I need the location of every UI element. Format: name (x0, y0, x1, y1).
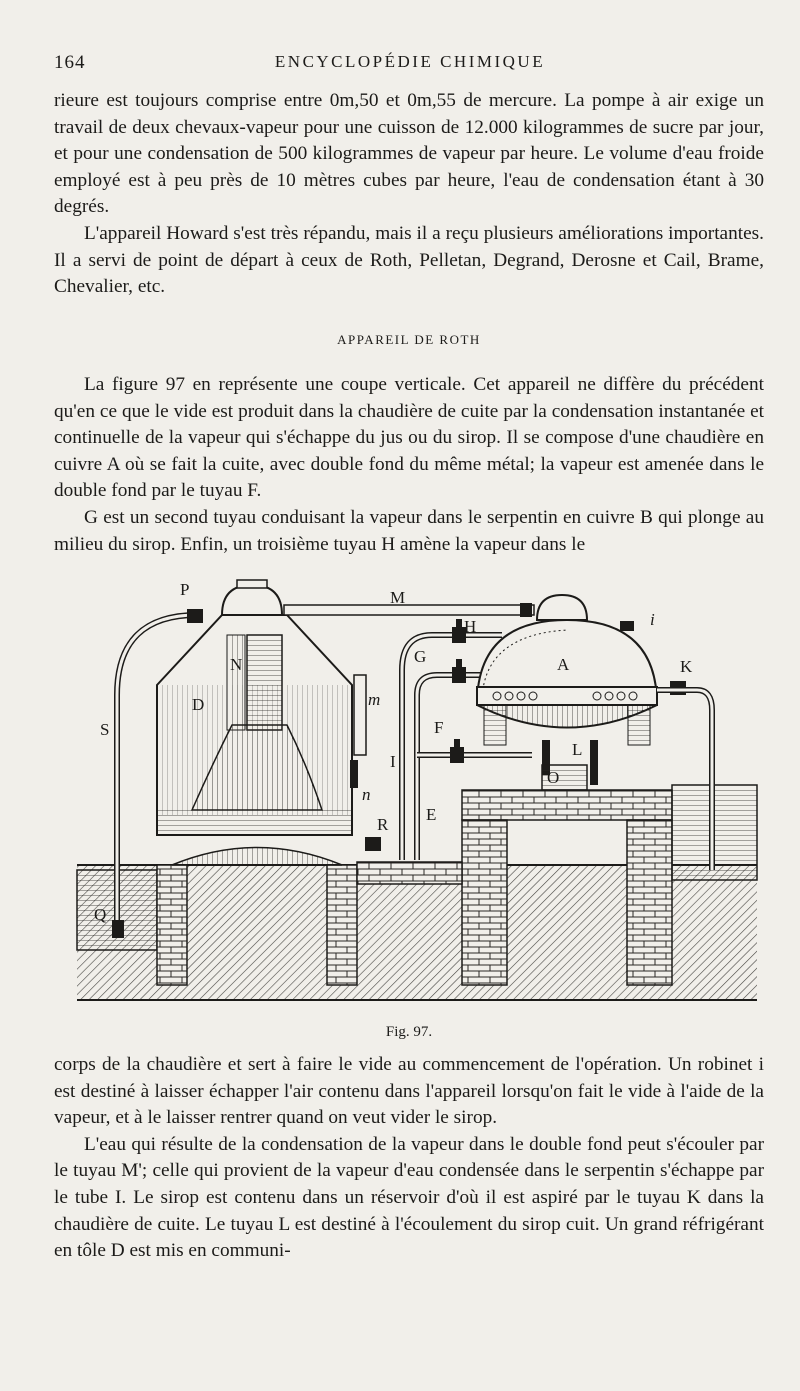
figure-label-n-upper: N (230, 655, 243, 674)
figure-label-i: i (650, 610, 655, 629)
paragraph: L'appareil Howard s'est très répandu, mais il a reçu plusieurs améliorations importantes. Il a servi de point de départ à ceux de Roth, Pelletan, Degrand, Derosne et Cail, Brame, Chevalier, etc. (54, 222, 764, 298)
running-title: ENCYCLOPÉDIE CHIMIQUE (274, 52, 546, 71)
text-block-top (54, 88, 764, 301)
figure-label-s: S (100, 720, 110, 739)
figure-label-p: P (180, 580, 190, 599)
figure-label-a: A (557, 655, 570, 674)
page-number: 164 (54, 52, 86, 73)
paragraph: corps de la chaudière et sert à faire le vide au commencement de l'opération. Un robinet i est destiné à laisser échapper l'air contenu dans l'appareil lorsqu'on fait le vide à l'aide de la vapeur, et à le laisser rentrer quand on veut vider le sirop. (54, 1054, 764, 1129)
figure-label-h: H (464, 617, 477, 636)
apparatus-engraving (72, 575, 762, 1005)
text-block-middle (54, 372, 764, 558)
figure-label-d: D (192, 695, 205, 714)
section-heading: APPAREIL DE ROTH (337, 332, 481, 347)
figure-caption: Fig. 97. (385, 1024, 433, 1040)
paragraph: L'eau qui résulte de la condensation de la vapeur dans le double fond peut s'écouler par le tuyau M'; celle qui provient de la vapeur d'eau condensée dans le serpentin s'échappe par le tube I. Le sirop est contenu dans un réservoir d'où il est aspiré par le tuyau K dans la chaudière de cuite. Le tuyau L est destiné à l'écoulement du sirop cuit. Un grand réfrigérant en tôle D est mis en communi- (54, 1133, 764, 1262)
figure-label-l: L (572, 740, 583, 759)
figure-label-f: F (434, 718, 444, 737)
figure-label-e: E (426, 805, 437, 824)
paragraph: rieure est toujours comprise entre 0m,50 et 0m,55 de mercure. La pompe à air exige un travail de deux chevaux-vapeur pour une cuisson de 12.000 kilogrammes de sucre par jour, et pour une condensation de 500 kilogrammes de vapeur par heure. Le volume d'eau froide employé est à peu près de 10 mètres cubes par heure, l'eau de condensation étant à 30 degrés. (54, 90, 764, 218)
figure-97 (72, 575, 762, 1005)
figure-label-n-lower: n (362, 785, 371, 804)
figure-label-i-upper: I (390, 752, 396, 771)
text-block-bottom (54, 1052, 764, 1265)
paragraph: La figure 97 en représente une coupe verticale. Cet appareil ne diffère du précédent qu'en ce que le vide est produit dans la chaudière de cuite par la condensation instantanée et continuelle de la vapeur qui s'échappe du jus ou du sirop. Il se compose d'une chaudière en cuivre A où se fait la cuite, avec double fond du même métal; la vapeur est amenée dans le double fond par le tuyau F. (54, 374, 764, 502)
figure-label-r: R (377, 815, 389, 834)
figure-label-o: O (547, 768, 560, 787)
paragraph: G est un second tuyau conduisant la vapeur dans le serpentin en cuivre B qui plonge au milieu du sirop. Enfin, un troisième tuyau H amène la vapeur dans le (54, 506, 764, 555)
figure-label-m-lower: m (368, 690, 381, 709)
figure-label-m-upper: M (390, 588, 406, 607)
figure-label-g: G (414, 647, 427, 666)
figure-label-k: K (680, 657, 693, 676)
page-header (50, 52, 770, 82)
figure-label-q: Q (94, 905, 107, 924)
